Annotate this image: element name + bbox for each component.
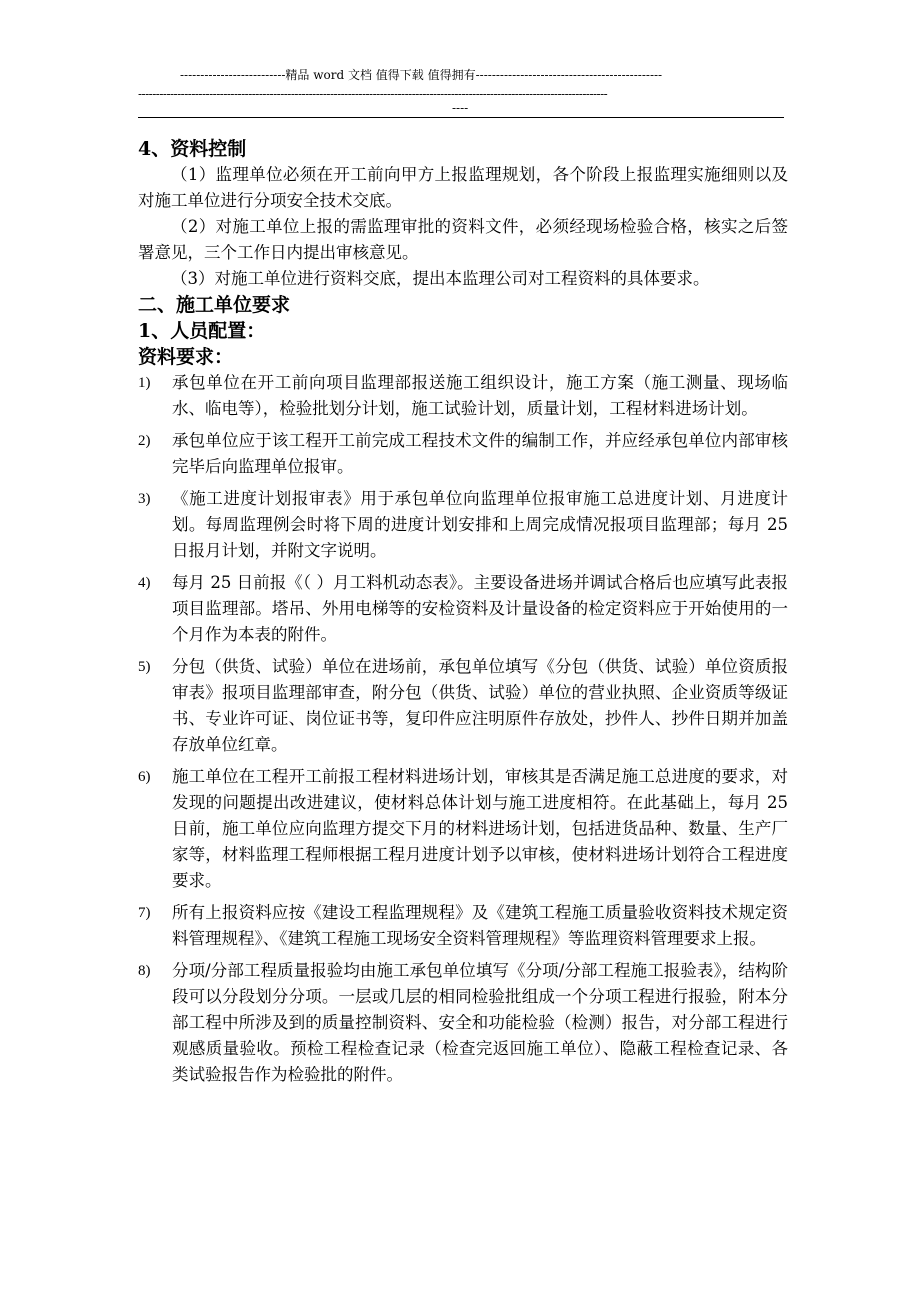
list-item: [138, 764, 788, 894]
section-heading: 4、资料控制: [138, 138, 247, 160]
list-item-text: 施工单位在工程开工前报工程材料进场计划，审核其是否满足施工总进度的要求，对发现的问题提出改进建议，使材料总体计划与施工进度相符。在此基础上，每月 25 日前，施工单位应向监理方提交下月的材料进场计划，包括进货品种、数量、生产厂家等，材料监理工程师根据工程月进度计划予以审核，使材料进场计划符合工程进度要求。: [172, 767, 788, 890]
page-header-dashes: ------------------------------------------------------------------------------------------------------------------------------------: [138, 87, 608, 101]
list-item: [138, 570, 788, 648]
list-item-text: 分包（供货、试验）单位在进场前，承包单位填写《分包（供货、试验）单位资质报审表》报项目监理部审查，附分包（供货、试验）单位的营业执照、企业资质等级证书、专业许可证、岗位证书等，复印件应注明原件存放处，抄件人、抄件日期并加盖存放单位红章。: [172, 657, 788, 754]
paragraph: （3）对施工单位进行资料交底，提出本监理公司对工程资料的具体要求。: [171, 269, 710, 288]
subsection-heading: 1、人员配置：: [138, 320, 266, 342]
requirements-list: [138, 370, 788, 1088]
page-header-line: --------------------------精品 word 文档 值得下载 值得拥有----------------------------------------------: [180, 68, 663, 82]
list-item-text: 承包单位在开工前向项目监理部报送施工组织设计，施工方案（施工测量、现场临水、临电等），检验批划分计划，施工试验计划，质量计划，工程材料进场计划。: [172, 373, 788, 418]
page-header-dashes-tail: ----: [452, 101, 469, 115]
list-item-number: 6): [138, 769, 151, 785]
list-item: [138, 486, 788, 564]
subsection-heading: 资料要求：: [138, 346, 234, 368]
list-item-text: 所有上报资料应按《建设工程监理规程》及《建筑工程施工质量验收资料技术规定资料管理规程》、《建筑工程施工现场安全资料管理规程》等监理资料管理要求上报。: [172, 903, 788, 948]
list-item-text: 承包单位应于该工程开工前完成工程技术文件的编制工作，并应经承包单位内部审核完毕后向监理单位报审。: [172, 431, 788, 476]
list-item-number: 3): [138, 491, 151, 507]
list-item: [138, 958, 788, 1088]
header-rule: [138, 117, 784, 118]
list-item-number: 7): [138, 905, 151, 921]
list-item-number: 8): [138, 963, 151, 979]
part-heading: 二、施工单位要求: [138, 294, 291, 316]
list-item-number: 5): [138, 659, 151, 675]
list-item: [138, 654, 788, 758]
list-item-text: 分项/分部工程质量报验均由施工承包单位填写《分项/分部工程施工报验表》，结构阶段可以分段划分分项。一层或几层的相同检验批组成一个分项工程进行报验，附本分部工程中所涉及到的质量控制资料、安全和功能检验（检测）报告，对分部工程进行观感质量验收。预检工程检查记录（检查完返回施工单位）、隐蔽工程检查记录、各类试验报告作为检验批的附件。: [172, 961, 788, 1084]
paragraph: （2）对施工单位上报的需监理审批的资料文件，必须经现场检验合格，核实之后签署意见，三个工作日内提出审核意见。: [138, 217, 788, 262]
list-item-number: 4): [138, 575, 151, 591]
list-item-number: 1): [138, 375, 151, 391]
list-item: [138, 370, 788, 422]
list-item-text: 《施工进度计划报审表》用于承包单位向监理单位报审施工总进度计划、月进度计划。每周监理例会时将下周的进度计划安排和上周完成情况报项目监理部；每月 25 日报月计划，并附文字说明。: [172, 489, 788, 560]
paragraph: （1）监理单位必须在开工前向甲方上报监理规划，各个阶段上报监理实施细则以及对施工单位进行分项安全技术交底。: [138, 165, 788, 210]
document-body: [138, 134, 788, 1094]
list-item-number: 2): [138, 433, 151, 449]
list-item: [138, 900, 788, 952]
list-item: [138, 428, 788, 480]
list-item-text: 每月 25 日前报《（ ）月工料机动态表》。主要设备进场并调试合格后也应填写此表报项目监理部。塔吊、外用电梯等的安检资料及计量设备的检定资料应于开始使用的一个月作为本表的附件。: [172, 573, 788, 644]
